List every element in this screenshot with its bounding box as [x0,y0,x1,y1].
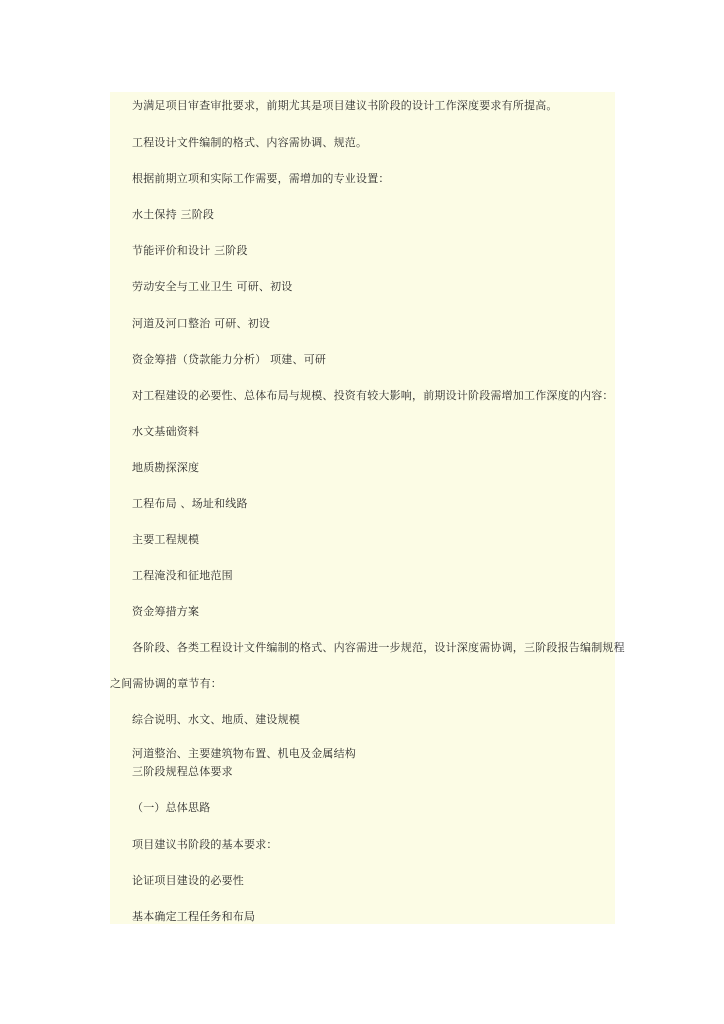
list-item-energy-saving: 节能评价和设计 三阶段 [132,244,248,257]
list-item-task-layout: 基本确定工程任务和布局 [132,910,256,923]
section-heading-overall: 三阶段规程总体要求 [132,765,233,778]
list-item-river-works: 河道整治、主要建筑物布置、机电及金属结构 [132,747,356,760]
paragraph-review-requirements: 为满足项目审查审批要求，前期尤其是项目建议书阶段的设计工作深度要求有所提高。 [132,99,558,112]
paragraph-depth-intro: 对工程建设的必要性、总体布局与规模、投资有较大影响，前期设计阶段需增加工作深度的内容： [132,389,614,402]
list-item-inundation: 工程淹没和征地范围 [132,569,233,582]
list-item-funding-plan: 资金筹措方案 [132,605,200,618]
list-item-layout: 工程布局 、场址和线路 [132,497,248,510]
paragraph-standardization: 各阶段、各类工程设计文件编制的格式、内容需进一步规范，设计深度需协调，三阶段报告编制规程 [132,641,625,654]
paragraph-added-disciplines-intro: 根据前期立项和实际工作需要，需增加的专业设置： [132,172,390,185]
paragraph-format-coordination: 工程设计文件编制的格式、内容需协调、规范。 [132,136,368,149]
list-item-soil-water: 水土保持 三阶段 [132,208,215,221]
subsection-heading-approach: （一）总体思路 [132,801,211,814]
list-item-geology-depth: 地质勘探深度 [132,461,200,474]
list-item-necessity: 论证项目建设的必要性 [132,874,244,887]
list-item-funding: 资金筹措（贷款能力分析） 项建、可研 [132,353,327,366]
list-item-labor-safety: 劳动安全与工业卫生 可研、初设 [132,280,293,293]
list-item-scale: 主要工程规模 [132,533,200,546]
paragraph-standardization-continued: 之间需协调的章节有： [110,677,222,690]
list-item-river-regulation: 河道及河口整治 可研、初设 [132,317,271,330]
paragraph-proposal-requirements: 项目建议书阶段的基本要求： [132,838,278,851]
list-item-hydrology-data: 水文基础资料 [132,425,200,438]
list-item-general-chapters: 综合说明、水文、地质、建设规模 [132,713,300,726]
